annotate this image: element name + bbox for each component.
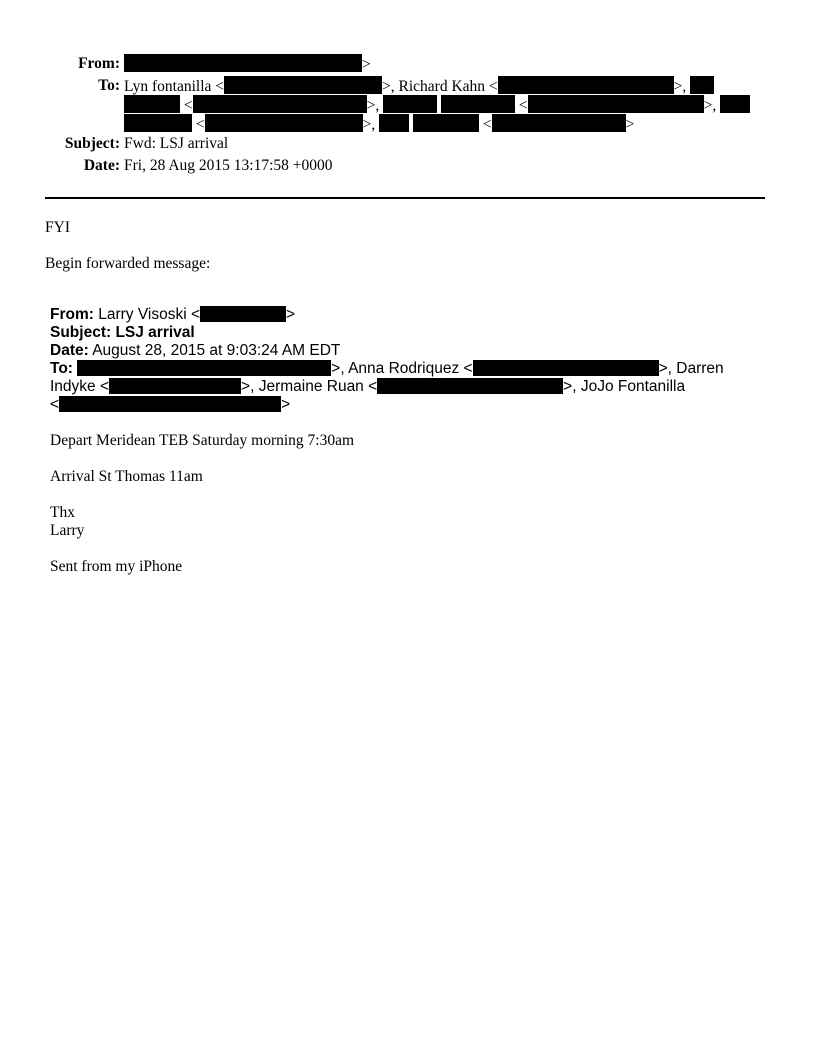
subject-row — [0, 134, 816, 153]
redaction-block — [205, 114, 363, 132]
to-darren: >, Darren — [658, 360, 724, 377]
to-jojo: >, JoJo Fontanilla — [563, 378, 686, 395]
forwarded-date-label: Date: — [50, 342, 89, 359]
redaction-block — [720, 95, 750, 113]
to-row — [0, 76, 816, 95]
from-row — [0, 54, 816, 73]
to-jermaine: >, Jermaine Ruan < — [241, 378, 378, 395]
message-line-depart: Depart Meridean TEB Saturday morning 7:30am — [50, 432, 355, 449]
from-value — [124, 54, 371, 74]
redaction-block — [473, 360, 659, 376]
gt-comma: >, — [362, 116, 376, 133]
redaction-block — [383, 95, 437, 113]
to-value-line-3 — [124, 114, 634, 134]
redaction-block — [193, 95, 367, 113]
redaction-block — [109, 378, 241, 394]
from-label: From: — [78, 55, 120, 72]
to-recipient-richard: >, Richard Kahn < — [382, 78, 498, 95]
forwarded-from-label: From: — [50, 306, 94, 323]
redaction-block — [77, 360, 331, 376]
gt: > — [625, 116, 635, 133]
forwarded-to-row-2 — [50, 378, 724, 396]
gt: > — [286, 306, 296, 323]
to-anna: >, Anna Rodriquez < — [331, 360, 473, 377]
redaction-block — [124, 114, 192, 132]
message-line-signature: Larry — [50, 522, 85, 539]
lt: < — [195, 116, 205, 133]
redaction-block — [379, 114, 409, 132]
gt-comma: >, — [703, 97, 717, 114]
redaction-block — [59, 396, 281, 412]
message-line-sent-from: Sent from my iPhone — [50, 558, 183, 575]
redaction-block — [492, 114, 626, 132]
redaction-block — [377, 378, 563, 394]
redaction-block — [413, 114, 479, 132]
redaction-block — [200, 306, 286, 322]
to-value-line-2 — [124, 95, 750, 115]
forwarded-header — [50, 306, 724, 414]
forwarded-to-row-3 — [50, 396, 724, 414]
redaction-block — [124, 54, 362, 72]
gt-comma: >, — [366, 97, 380, 114]
begin-forwarded-text: Begin forwarded message: — [45, 255, 211, 272]
redaction-block — [528, 95, 704, 113]
lt: < — [482, 116, 492, 133]
forwarded-date-row — [50, 342, 724, 360]
lt: < — [183, 97, 193, 114]
redaction-block — [224, 76, 382, 94]
redaction-block — [441, 95, 515, 113]
to-recipient-lyn: Lyn fontanilla < — [124, 78, 225, 95]
fyi-text: FYI — [45, 219, 70, 236]
date-label: Date: — [83, 157, 120, 174]
subject-value: Fwd: LSJ arrival — [124, 135, 229, 152]
redaction-block — [124, 95, 180, 113]
message-line-arrival: Arrival St Thomas 11am — [50, 468, 203, 485]
forwarded-subject-row — [50, 324, 724, 342]
redaction-block — [690, 76, 714, 94]
from-gt: > — [362, 56, 371, 73]
lt: < — [518, 97, 528, 114]
header-divider — [45, 197, 765, 199]
gt: > — [281, 396, 291, 413]
subject-label: Subject: — [64, 135, 120, 152]
forwarded-subject: Subject: LSJ arrival — [50, 324, 195, 341]
to-separator: >, — [673, 78, 687, 95]
date-value: Fri, 28 Aug 2015 13:17:58 +0000 — [124, 157, 333, 174]
redaction-block — [498, 76, 674, 94]
lt: < — [50, 396, 60, 413]
message-line-thx: Thx — [50, 504, 75, 521]
forwarded-date-value: August 28, 2015 at 9:03:24 AM EDT — [92, 342, 341, 359]
to-value-line-1 — [124, 76, 714, 96]
forwarded-from-row — [50, 306, 724, 324]
to-label: To: — [98, 77, 120, 94]
forwarded-to-row — [50, 360, 724, 378]
to-indyke: Indyke < — [50, 378, 110, 395]
date-row — [0, 156, 816, 175]
forwarded-from-name: Larry Visoski < — [98, 306, 201, 323]
forwarded-to-label: To: — [50, 360, 73, 377]
